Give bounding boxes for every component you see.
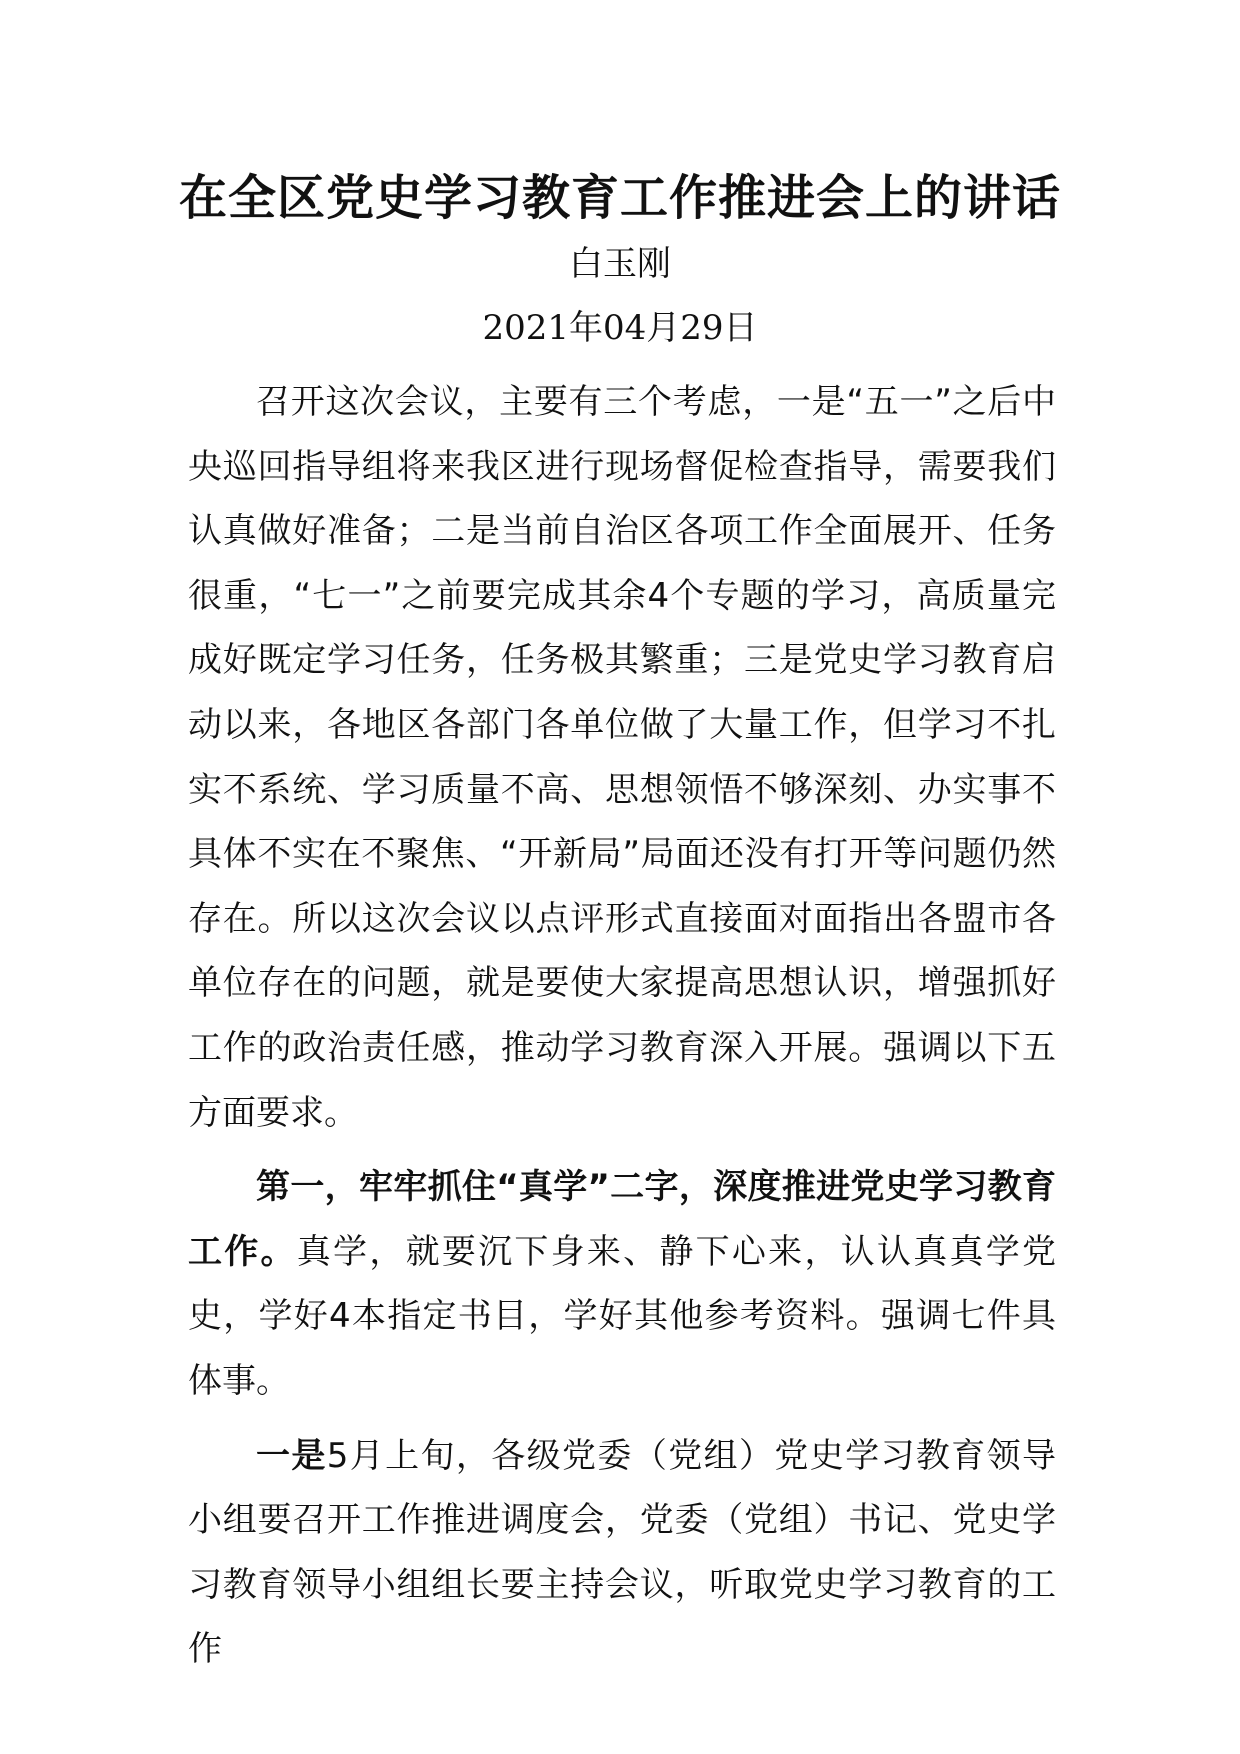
document-title: 在全区党史学习教育工作推进会上的讲话: [178, 170, 1061, 226]
item-heading-one: 一是: [256, 1435, 327, 1476]
paragraph-intro: 召开这次会议，主要有三个考虑，一是“五一”之后中央巡回指导组将来我区进行现场督促检查指导，需要我们认真做好准备；二是当前自治区各项工作全面展开、任务很重，“七一”之前要完成其余4个专题的学习，高质量完成好既定学习任务，任务极其繁重；三是党史学习教育启动以来，各地区各部门各单位做了大量工作，但学习不扎实不系统、学习质量不高、思想领悟不够深刻、办实事不具体不实在不聚焦、“开新局”局面还没有打开等问题仍然存在。所以这次会议以点评形式直接面对面指出各盟市各单位存在的问题，就是要使大家提高思想认识，增强抓好工作的政治责任感，推动学习教育深入开展。强调以下五方面要求。: [188, 382, 1056, 1133]
paragraph-item-one-text: 5月上旬，各级党委（党组）党史学习教育领导小组要召开工作推进调度会，党委（党组）书记、党史学习教育领导小组组长要主持会议，听取党史学习教育的工作: [188, 1435, 1056, 1670]
paragraph-first-point-text: 真学，就要沉下身来、静下心来，认认真真学党史，学好4本指定书目，学好其他参考资料。强调七件具体事。: [188, 1231, 1057, 1401]
section-heading-first: 第一，牢牢抓住“真学”二字，深度推进党史学习教育工作。: [188, 1167, 1056, 1272]
document-body: [188, 370, 1056, 1682]
document-date: 2021年04月29日: [482, 308, 758, 348]
paragraph-first-point: [188, 1155, 1056, 1413]
paragraph-item-one: [188, 1424, 1056, 1682]
author-name: 白玉刚: [569, 244, 671, 284]
